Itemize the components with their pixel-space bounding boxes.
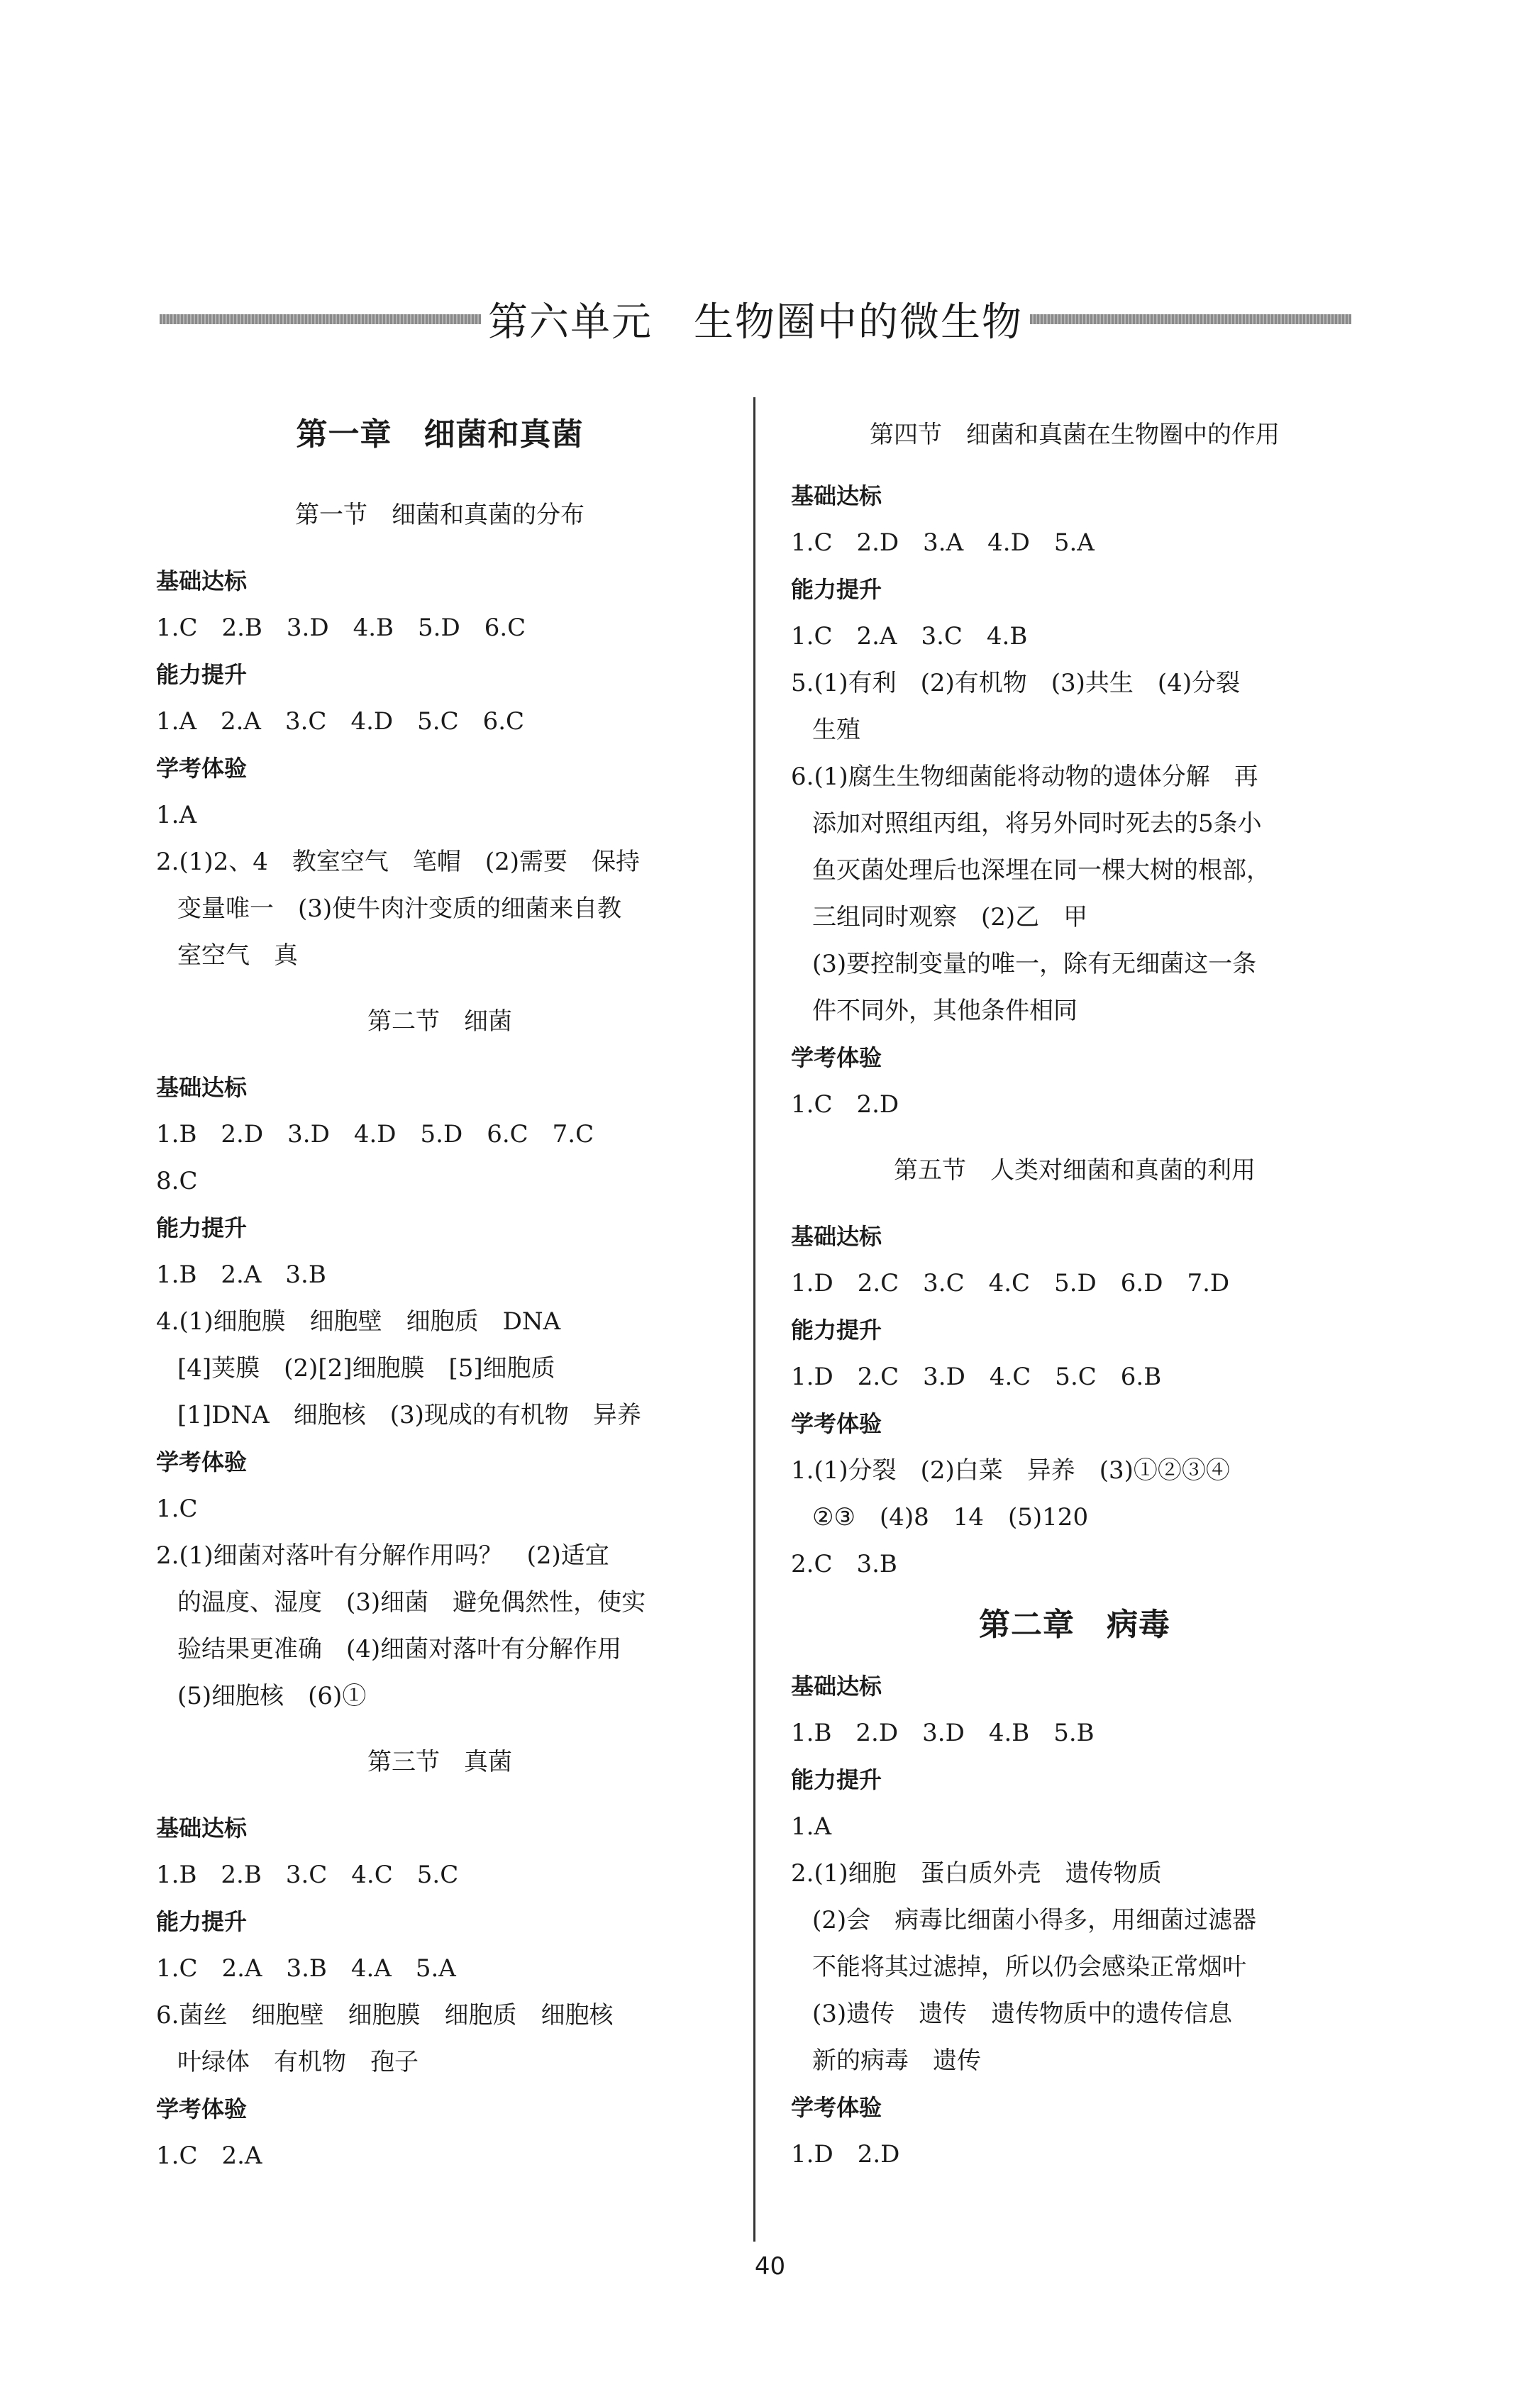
answer-line: 室空气 真 <box>177 941 298 970</box>
exercise-label: 学考体验 <box>156 2095 248 2122</box>
answer-line: 验结果更准确 (4)细菌对落叶有分解作用 <box>177 1635 622 1663</box>
title-rule-right <box>1030 314 1351 324</box>
answer-line: 6.菌丝 细胞壁 细胞膜 细胞质 细胞核 <box>156 2001 614 2029</box>
section-heading: 第一节 细菌和真菌的分布 <box>295 501 585 529</box>
answer-line: 鱼灭菌处理后也深埋在同一棵大树的根部， <box>812 856 1270 885</box>
exercise-label: 能力提升 <box>156 1214 248 1241</box>
answer-line: 不能将其过滤掉，所以仍会感染正常烟叶 <box>812 1953 1246 1981</box>
answer-line: 1.D 2.D <box>791 2140 900 2169</box>
answer-line: (5)细胞核 (6)① <box>177 1682 367 1710</box>
answer-line: 1.B 2.B 3.C 4.C 5.C <box>156 1861 459 1889</box>
answer-line: [1]DNA 细胞核 (3)现成的有机物 异养 <box>177 1401 641 1429</box>
exercise-label: 基础达标 <box>156 567 248 594</box>
section-heading: 第二节 细菌 <box>367 1007 512 1036</box>
exercise-label: 基础达标 <box>791 482 882 509</box>
answer-line: 新的病毒 遗传 <box>812 2047 981 2075</box>
answer-line: 8.C <box>156 1167 198 1195</box>
answer-line: (2)会 病毒比细菌小得多，用细菌过滤器 <box>812 1906 1257 1934</box>
answer-line: (3)要控制变量的唯一，除有无细菌这一条 <box>812 950 1257 978</box>
section-heading: 第五节 人类对细菌和真菌的利用 <box>894 1156 1256 1185</box>
column-divider <box>753 397 755 2242</box>
answer-line: 的温度、湿度 (3)细菌 避免偶然性，使实 <box>177 1588 646 1617</box>
section-heading: 第四节 细菌和真菌在生物圈中的作用 <box>870 421 1280 449</box>
section-heading: 第三节 真菌 <box>367 1748 512 1776</box>
answer-line: 件不同外，其他条件相同 <box>812 997 1078 1025</box>
exercise-label: 能力提升 <box>156 1908 248 1935</box>
chapter-heading: 第二章 病毒 <box>979 1607 1170 1643</box>
answer-line: 2.C 3.B <box>791 1550 897 1578</box>
answer-line: 三组同时观察 (2)乙 甲 <box>812 903 1088 931</box>
exercise-label: 学考体验 <box>791 2094 882 2121</box>
unit-title <box>160 287 1351 351</box>
answer-line: 1.C 2.A <box>156 2142 262 2170</box>
exercise-label: 能力提升 <box>791 1317 882 1344</box>
answer-line: 1.B 2.A 3.B <box>156 1261 326 1289</box>
right-column <box>791 397 1358 2178</box>
answer-line: 1.A <box>156 801 196 829</box>
answer-line: 1.D 2.C 3.C 4.C 5.D 6.D 7.D <box>791 1269 1230 1297</box>
exercise-label: 能力提升 <box>156 661 248 688</box>
exercise-label: 学考体验 <box>791 1410 882 1437</box>
answer-line: 2.(1)细菌对落叶有分解作用吗？ (2)适宜 <box>156 1541 609 1570</box>
answer-line: 6.(1)腐生生物细菌能将动物的遗体分解 再 <box>791 763 1258 791</box>
answer-line: (3)遗传 遗传 遗传物质中的遗传信息 <box>812 2000 1233 2028</box>
answer-line: 叶绿体 有机物 孢子 <box>177 2048 419 2076</box>
answer-line: 1.B 2.D 3.D 4.D 5.D 6.C 7.C <box>156 1120 594 1148</box>
answer-line: 2.(1)2、4 教室空气 笔帽 (2)需要 保持 <box>156 848 641 876</box>
answer-line: 1.C 2.D 3.A 4.D 5.A <box>791 528 1095 557</box>
exercise-label: 能力提升 <box>791 576 882 603</box>
page-number: 40 <box>754 2252 786 2281</box>
answer-line: 1.(1)分裂 (2)白菜 异养 (3)①②③④ <box>791 1456 1230 1485</box>
exercise-label: 能力提升 <box>791 1766 882 1793</box>
answer-line: [4]荚膜 (2)[2]细胞膜 [5]细胞质 <box>177 1354 555 1383</box>
exercise-label: 学考体验 <box>156 755 248 782</box>
answer-line: 1.A 2.A 3.C 4.D 5.C 6.C <box>156 707 525 736</box>
answer-line: 1.C 2.A 3.C 4.B <box>791 622 1028 650</box>
unit-title-text: 第六单元 生物圈中的微生物 <box>488 299 1023 345</box>
answer-line: 1.C 2.A 3.B 4.A 5.A <box>156 1954 456 1983</box>
answer-line: 1.D 2.C 3.D 4.C 5.C 6.B <box>791 1363 1162 1391</box>
answer-line: ②③ (4)8 14 (5)120 <box>812 1503 1089 1532</box>
answer-line: 2.(1)细胞 蛋白质外壳 遗传物质 <box>791 1859 1162 1888</box>
answer-line: 1.A <box>791 1812 831 1841</box>
exercise-label: 基础达标 <box>156 1815 248 1842</box>
exercise-label: 学考体验 <box>791 1044 882 1071</box>
answer-line: 添加对照组丙组，将另外同时死去的5条小 <box>812 809 1262 838</box>
answer-line: 1.C 2.B 3.D 4.B 5.D 6.C <box>156 614 526 642</box>
exercise-label: 基础达标 <box>791 1673 882 1700</box>
chapter-heading: 第一章 细菌和真菌 <box>296 416 584 453</box>
exercise-label: 基础达标 <box>791 1223 882 1250</box>
title-rule-left <box>160 314 481 324</box>
answer-line: 1.B 2.D 3.D 4.B 5.B <box>791 1719 1095 1747</box>
exercise-label: 学考体验 <box>156 1449 248 1475</box>
answer-line: 5.(1)有利 (2)有机物 (3)共生 (4)分裂 <box>791 669 1241 697</box>
left-column <box>156 397 724 2179</box>
answer-line: 变量唯一 (3)使牛肉汁变质的细菌来自教 <box>177 895 622 923</box>
answer-line: 4.(1)细胞膜 细胞壁 细胞质 DNA <box>156 1307 561 1336</box>
exercise-label: 基础达标 <box>156 1074 248 1101</box>
answer-line: 1.C <box>156 1495 198 1523</box>
answer-line: 生殖 <box>812 716 860 744</box>
answer-line: 1.C 2.D <box>791 1090 899 1119</box>
